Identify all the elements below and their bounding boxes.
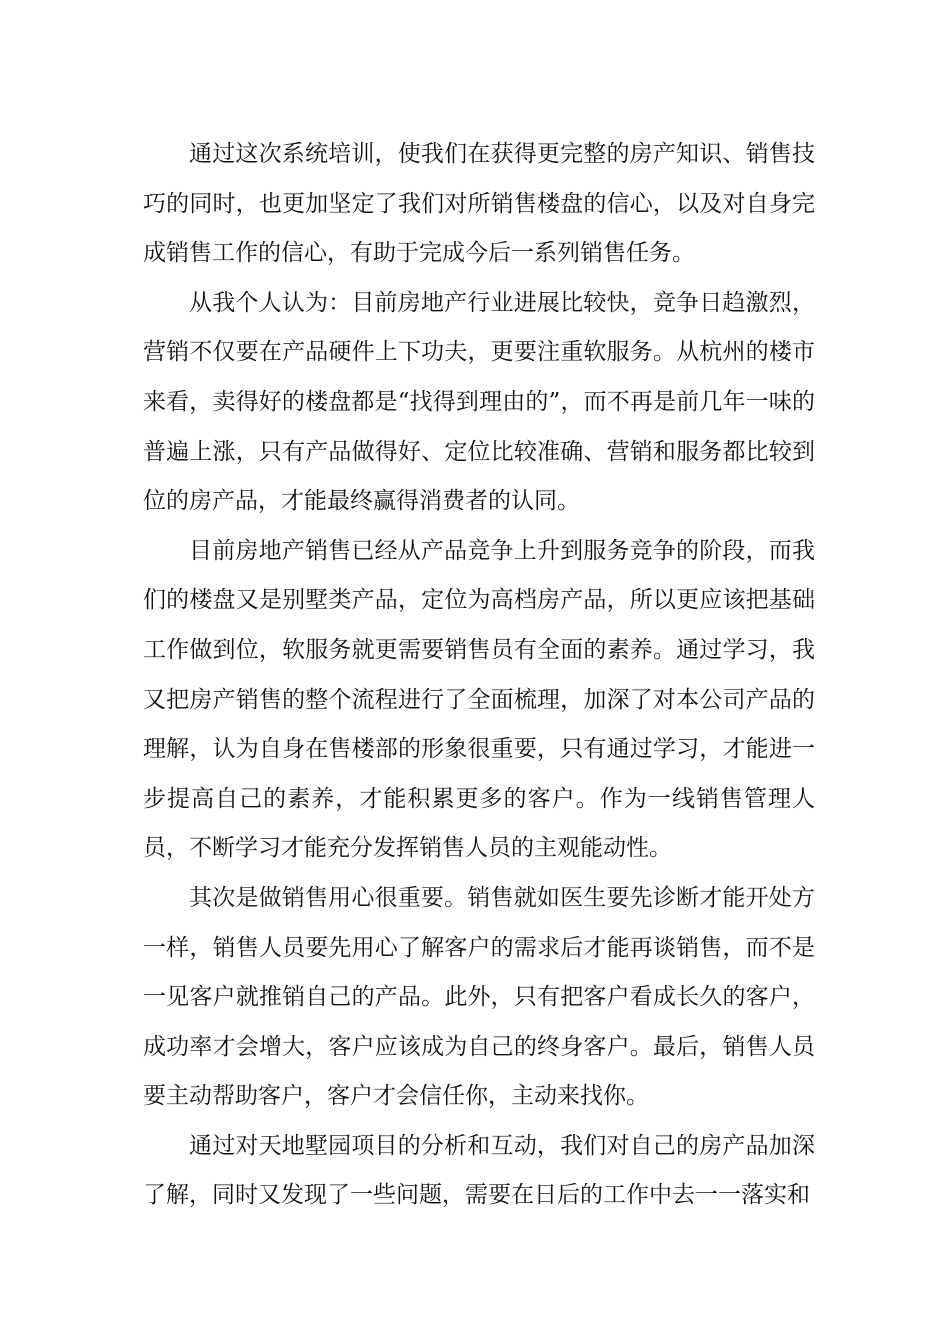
paragraph-2: 从我个人认为：目前房地产行业进展比较快，竞争日趋激烈，营销不仅要在产品硬件上下功夫，更要注重软服务。从杭州的楼市来看，卖得好的楼盘都是“找得到理由的”，而不再是前几年一味的普遍上涨，只有产品做得好、定位比较准确、营销和服务都比较到位的房产品，才能最终赢得消费者的认同。 — [143, 289, 815, 515]
paragraph-5: 通过对天地墅园项目的分析和互动，我们对自己的房产品加深了解，同时又发现了一些问题，需要在日后的工作中去一一落实和 — [143, 1132, 815, 1209]
paragraph-3: 目前房地产销售已经从产品竞争上升到服务竞争的阶段，而我们的楼盘又是别墅类产品，定位为高档房产品，所以更应该把基础工作做到位，软服务就更需要销售员有全面的素养。通过学习，我又把房产销售的整个流程进行了全面梳理，加深了对本公司产品的理解，认为自身在售楼部的形象很重要，只有通过学习，才能进一步提高自己的素养，才能积累更多的客户。作为一线销售管理人员，不断学习才能充分发挥销售人员的主观能动性。 — [143, 537, 815, 862]
document-body — [143, 130, 815, 1221]
paragraph-4: 其次是做销售用心很重要。销售就如医生要先诊断才能开处方一样，销售人员要先用心了解客户的需求后才能再谈销售，而不是一见客户就推销自己的产品。此外，只有把客户看成长久的客户，成功率才会增大，客户应该成为自己的终身客户。最后，销售人员要主动帮助客户，客户才会信任你，主动来找你。 — [143, 884, 815, 1110]
paragraph-1: 通过这次系统培训，使我们在获得更完整的房产知识、销售技巧的同时，也更加坚定了我们对所销售楼盘的信心，以及对自身完成销售工作的信心，有助于完成今后一系列销售任务。 — [143, 141, 815, 267]
